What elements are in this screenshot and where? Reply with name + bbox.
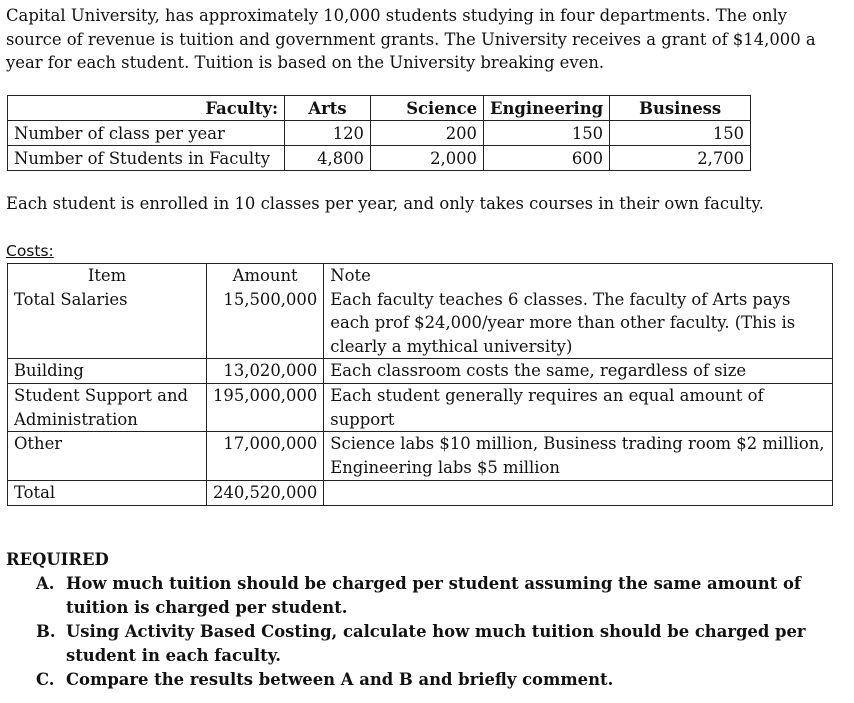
header-engineering: Engineering (484, 96, 610, 121)
enrollment-note: Each student is enrolled in 10 classes per year, and only takes courses in their own faculty. (6, 194, 764, 213)
header-business: Business (610, 96, 751, 121)
cost-item: Total Salaries (8, 288, 207, 359)
list-item (6, 572, 806, 620)
table-row (8, 432, 833, 481)
row-label: Number of class per year (8, 121, 285, 146)
table-row (8, 288, 833, 359)
item-letter: A. (36, 574, 55, 593)
cost-note: Each classroom costs the same, regardless of size (324, 359, 833, 384)
cost-amount: 195,000,000 (207, 383, 324, 431)
faculty-table-header (8, 96, 751, 121)
cost-item: Total (8, 481, 207, 506)
cell-value: 200 (371, 121, 484, 146)
table-row (8, 121, 751, 146)
intro-paragraph (6, 4, 846, 75)
cost-amount: 15,500,000 (207, 288, 324, 359)
cost-note: Science labs $10 million, Business trading room $2 million, Engineering labs $5 million (324, 432, 833, 481)
cell-value: 120 (285, 121, 371, 146)
costs-title: Costs: (6, 242, 54, 260)
required-title: REQUIRED (6, 550, 109, 569)
item-letter: C. (36, 670, 55, 689)
cost-note: Each student generally requires an equal amount of support (324, 383, 833, 431)
table-row (8, 146, 751, 171)
intro-line-1: Capital University, has approximately 10,000 students studying in four departments. The only (6, 6, 788, 25)
intro-line-3: year for each student. Tuition is based on the University breaking even. (6, 53, 605, 73)
list-item (6, 620, 806, 668)
header-amount: Amount (207, 264, 324, 288)
intro-line-2: source of revenue is tuition and government grants. The University receives a grant of $14,000 a (6, 29, 816, 49)
required-section (6, 548, 806, 692)
cell-value: 150 (610, 121, 751, 146)
header-arts: Arts (285, 96, 371, 121)
row-label: Number of Students in Faculty (8, 146, 285, 171)
item-letter: B. (36, 622, 56, 641)
cost-amount: 240,520,000 (207, 481, 324, 506)
cost-amount: 17,000,000 (207, 432, 324, 481)
item-text: How much tuition should be charged per student assuming the same amount of tuition is charged per student. (66, 574, 801, 617)
costs-table (7, 263, 833, 506)
cost-note (324, 481, 833, 506)
header-item: Item (8, 264, 207, 288)
header-science: Science (371, 96, 484, 121)
cell-value: 150 (484, 121, 610, 146)
table-row (8, 359, 833, 384)
table-row (8, 383, 833, 431)
cost-item: Building (8, 359, 207, 384)
table-row (8, 481, 833, 506)
item-text: Compare the results between A and B and briefly comment. (66, 670, 614, 689)
cell-value: 600 (484, 146, 610, 171)
list-item (6, 668, 806, 692)
header-note: Note (324, 264, 833, 288)
cost-note: Each faculty teaches 6 classes. The faculty of Arts pays each prof $24,000/year more than other faculty. (This is clearly a mythical university) (324, 288, 833, 359)
faculty-table (7, 95, 751, 171)
item-text: Using Activity Based Costing, calculate how much tuition should be charged per student in each faculty. (66, 622, 806, 665)
cost-amount: 13,020,000 (207, 359, 324, 384)
cost-item: Other (8, 432, 207, 481)
costs-table-header (8, 264, 833, 288)
header-faculty: Faculty: (8, 96, 285, 121)
cell-value: 2,700 (610, 146, 751, 171)
cell-value: 2,000 (371, 146, 484, 171)
cell-value: 4,800 (285, 146, 371, 171)
required-list (6, 572, 806, 692)
cost-item: Student Support and Administration (8, 383, 207, 431)
